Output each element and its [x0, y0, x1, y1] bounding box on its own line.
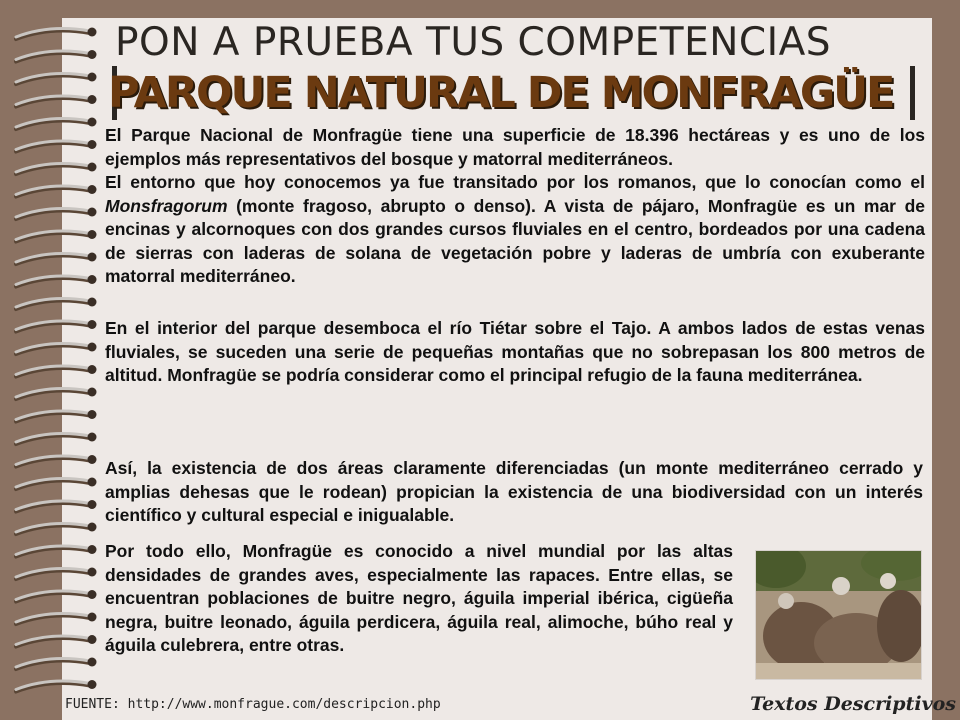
spiral-ring — [16, 635, 97, 647]
spiral-ring — [16, 185, 97, 197]
spiral-ring — [16, 478, 97, 490]
spiral-ring — [16, 410, 97, 422]
paragraph-birds: Por todo ello, Monfragüe es conocido a nivel mundial por las altas densidades de grandes aves, especialmente las rapaces. Entre ellas, se encuentran poblaciones de buitre negro, águila imperial ibérica, cigüeña negra, buitre leonado, águila perdicera, águila real, alimoche, búho real y águila culebrera, entre otras. — [105, 541, 733, 655]
paragraph-history-text-2: (monte fragoso, abrupto o denso). A vista de pájaro, Monfragüe es un mar de encinas y alcornoques con dos grandes cursos fluviales en el centro, bordeados por una cadena de sierras con laderas de solana de vegetación pobre y laderas de umbría con exuberante matorral mediterráneo. — [105, 195, 925, 286]
spiral-ring — [16, 545, 97, 557]
spiral-ring — [16, 433, 97, 445]
spiral-ring — [16, 73, 97, 85]
paragraph-surface: El Parque Nacional de Monfragüe tiene una superficie de 18.396 hectáreas y es uno de los ejemplos más representativos del bosque y matorral mediterráneos. — [105, 125, 925, 169]
source-link: FUENTE: http://www.monfrague.com/descripcion.php — [65, 697, 441, 712]
spiral-ring — [16, 118, 97, 130]
paragraph-biodiversity: Así, la existencia de dos áreas claramente diferenciadas (un monte mediterráneo cerrado y amplias dehesas que le rodean) propician la existencia de una biodiversidad con un interés científico y cultural especial e inigualable. — [105, 458, 923, 525]
page-title: PON A PRUEBA TUS COMPETENCIAS — [115, 20, 832, 65]
footer-label: Textos Descriptivos — [750, 693, 956, 715]
spiral-ring — [16, 568, 97, 580]
paragraph-history-text: El entorno que hoy conocemos ya fue transitado por los romanos, que lo conocían como el — [105, 172, 925, 192]
spiral-ring — [16, 320, 97, 332]
spiral-ring — [16, 680, 97, 692]
spiral-ring — [16, 500, 97, 512]
spiral-binding-icon — [0, 0, 110, 720]
spiral-ring — [16, 275, 97, 287]
vultures-photo — [755, 550, 922, 680]
spiral-ring — [16, 523, 97, 535]
spiral-ring — [16, 298, 97, 310]
spiral-ring — [16, 590, 97, 602]
spiral-ring — [16, 140, 97, 152]
title-bar-right — [910, 66, 915, 120]
spiral-ring — [16, 208, 97, 220]
spiral-ring — [16, 230, 97, 242]
spiral-ring — [16, 365, 97, 377]
spiral-ring — [16, 455, 97, 467]
monsfragorum-term: Monsfragorum — [105, 195, 228, 216]
paragraph-interior: En el interior del parque desemboca el río Tiétar sobre el Tajo. A ambos lados de estas venas fluviales, se suceden una serie de pequeñas montañas que no sobrepasan los 800 metros de altitud. Monfragüe se podría considerar como el principal refugio de la fauna mediterránea. — [105, 318, 925, 385]
spiral-ring — [16, 95, 97, 107]
paragraph-history — [105, 171, 925, 289]
spiral-ring — [16, 253, 97, 265]
spiral-ring — [16, 388, 97, 400]
spiral-ring — [16, 163, 97, 175]
page-subtitle: PARQUE NATURAL DE MONFRAGÜE — [108, 68, 894, 118]
spiral-ring — [16, 613, 97, 625]
spiral-ring — [16, 50, 97, 62]
spiral-ring — [16, 28, 97, 40]
spiral-ring — [16, 343, 97, 355]
spiral-ring — [16, 658, 97, 670]
